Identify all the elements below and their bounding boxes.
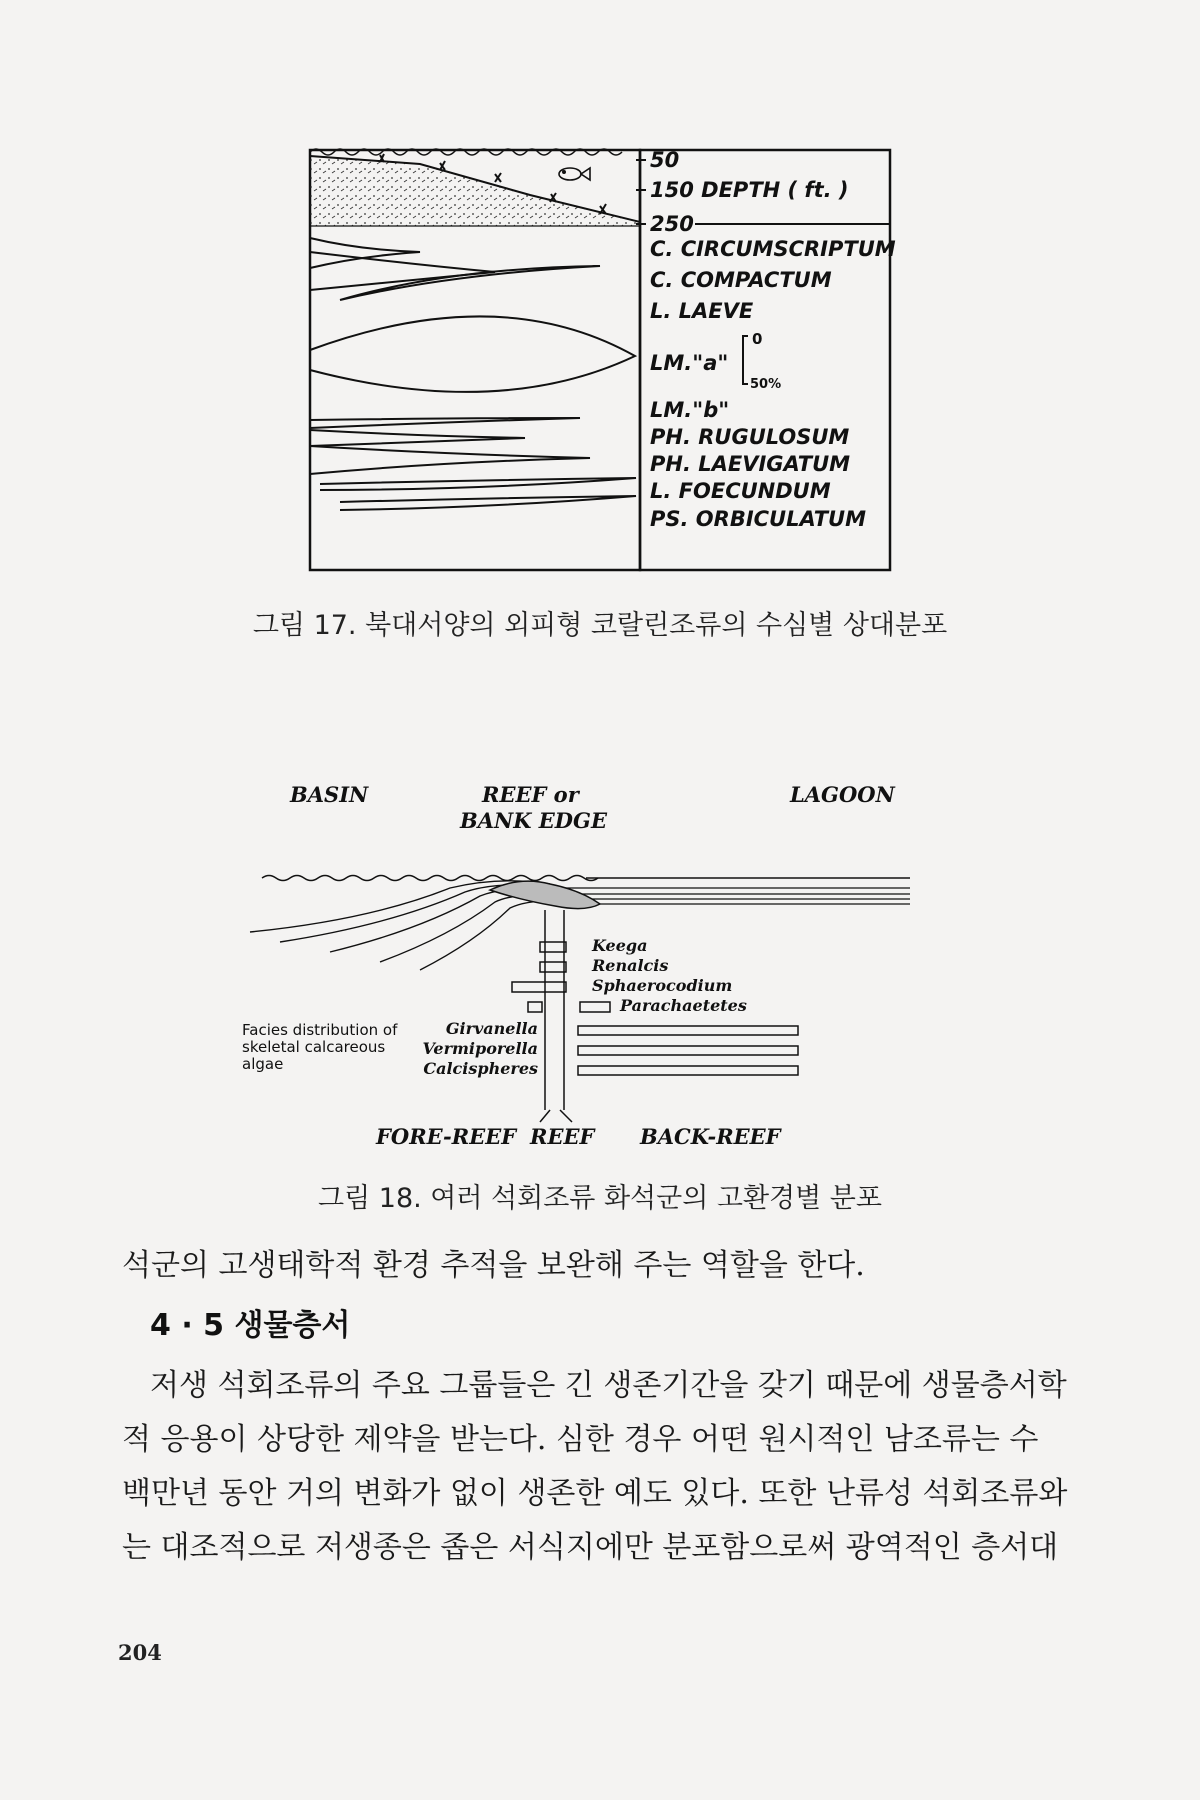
figure-17-caption: 그림 17. 북대서양의 외피형 코랄린조류의 수심별 상대분포 bbox=[252, 610, 948, 641]
genus-label: Girvanella bbox=[445, 1019, 538, 1038]
lagoon-strata bbox=[550, 888, 910, 904]
reef-column-base bbox=[540, 1110, 572, 1122]
genera-range-bars bbox=[578, 1026, 798, 1075]
species-label: C. COMPACTUM bbox=[650, 268, 832, 292]
zone-reef-label-line2: BANK EDGE bbox=[460, 808, 607, 833]
facies-note-line: Facies distribution of bbox=[242, 1021, 398, 1039]
depth-label-150: 150 DEPTH ( ft. ) bbox=[650, 178, 849, 202]
species-label: PH. LAEVIGATUM bbox=[650, 452, 851, 476]
spindle-ps-orbiculatum bbox=[340, 496, 636, 510]
zone-lagoon-label: LAGOON bbox=[790, 782, 895, 807]
page-number: 204 bbox=[118, 1640, 162, 1665]
spindle-lm-b bbox=[310, 418, 580, 428]
reef-body bbox=[490, 881, 600, 908]
zone-fore-reef-label: FORE-REEF bbox=[376, 1124, 517, 1149]
species-distribution-shapes bbox=[310, 238, 636, 510]
paragraph-line: 는 대조적으로 저생종은 좁은 서식지에만 분포함으로써 광역적인 층서대 bbox=[122, 1530, 1059, 1565]
abundance-scale-bracket bbox=[743, 336, 748, 384]
scale-label-bottom: 50% bbox=[750, 377, 782, 392]
zone-back-reef-label: BACK-REEF bbox=[640, 1124, 781, 1149]
species-label: PS. ORBICULATUM bbox=[650, 507, 867, 531]
scale-label-top: 0 bbox=[752, 330, 763, 348]
reef-column bbox=[545, 910, 564, 1110]
paragraph-line: 적 응용이 상당한 제약을 받는다. 심한 경우 어떤 원시적인 남조류는 수 bbox=[122, 1422, 1039, 1457]
facies-note-line: skeletal calcareous bbox=[242, 1038, 386, 1056]
genus-label: Renalcis bbox=[592, 956, 669, 975]
zone-basin-label: BASIN bbox=[290, 782, 369, 807]
figure-18-caption: 그림 18. 여러 석회조류 화석군의 고환경별 분포 bbox=[318, 1183, 882, 1214]
genus-label: Calcispheres bbox=[423, 1059, 538, 1078]
spindle-l-foecundum bbox=[320, 478, 636, 490]
spindle-ph-laevigatum bbox=[310, 446, 590, 474]
species-label: LM."a" bbox=[650, 351, 729, 375]
species-label: L. FOECUNDUM bbox=[650, 479, 831, 503]
facies-note-line: algae bbox=[242, 1055, 284, 1073]
continuation-text: 석군의 고생태학적 환경 추적을 보완해 주는 역할을 한다. bbox=[122, 1248, 865, 1283]
section-heading: 4 · 5 생물층서 bbox=[150, 1308, 351, 1343]
paragraph-line: 백만년 동안 거의 변화가 없이 생존한 예도 있다. 또한 난류성 석회조류와 bbox=[122, 1476, 1068, 1511]
genus-label: Vermiporella bbox=[422, 1039, 538, 1058]
zone-reef-bottom-label: REEF bbox=[530, 1124, 595, 1149]
figure-17-diagram bbox=[300, 140, 900, 580]
spindle-ph-rugulosum bbox=[310, 430, 525, 446]
depth-label-250: 250 bbox=[650, 212, 694, 236]
paragraph-line: 저생 석회조류의 주요 그룹들은 긴 생존기간을 갖기 때문에 생물층서학 bbox=[150, 1368, 1067, 1403]
fish-icon bbox=[559, 168, 590, 180]
sea-surface-waves bbox=[262, 876, 598, 881]
genus-label: Sphaerocodium bbox=[592, 976, 733, 995]
figure-18-diagram bbox=[242, 780, 970, 1160]
genus-label: Keega bbox=[592, 936, 648, 955]
zone-reef-label-line1: REEF or bbox=[482, 782, 579, 807]
depth-label-50: 50 bbox=[650, 148, 680, 172]
species-label: LM."b" bbox=[650, 398, 730, 422]
species-label: PH. RUGULOSUM bbox=[650, 425, 850, 449]
species-label: C. CIRCUMSCRIPTUM bbox=[650, 237, 896, 261]
seafloor-sediment bbox=[310, 156, 640, 226]
species-label: L. LAEVE bbox=[650, 299, 754, 323]
genus-label: Parachaetetes bbox=[620, 996, 747, 1015]
spindle-lm-a bbox=[310, 316, 635, 391]
